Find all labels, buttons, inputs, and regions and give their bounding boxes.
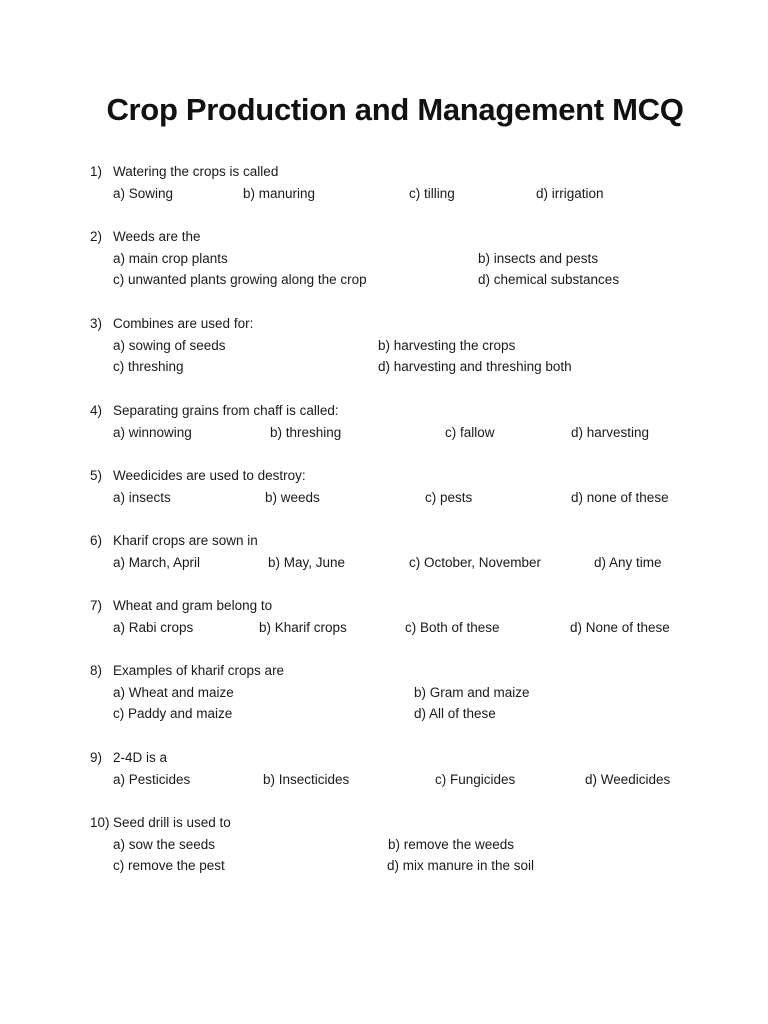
option-d: d) irrigation [536,185,604,201]
question-text: Seed drill is used to [113,815,231,830]
option-c: c) Both of these [405,619,500,635]
option-b: b) Kharif crops [259,619,347,635]
question-number: 10) [90,815,110,830]
question-number: 7) [90,598,103,613]
option-b: b) manuring [243,185,316,201]
question-text: Wheat and gram belong to [113,598,273,613]
question-text: 2-4D is a [113,750,168,765]
options-row [0,682,768,704]
option-c: c) October, November [409,554,542,570]
options-row [0,269,768,291]
question-4 [0,400,768,443]
option-b: b) weeds [265,489,320,505]
options-row [0,703,768,725]
question-2 [0,226,768,291]
question-line [0,400,768,422]
question-number: 5) [90,468,103,483]
option-b: b) remove the weeds [388,836,515,852]
options-row [0,855,768,877]
option-c: c) unwanted plants growing along the crop [113,272,367,288]
options-row [0,834,768,856]
question-text: Weedicides are used to destroy: [113,468,306,483]
option-a: a) main crop plants [113,250,228,266]
options-row [0,335,768,357]
options-row [0,769,768,791]
question-line [0,747,768,769]
options-row [0,552,768,574]
options-row [0,183,768,205]
option-a: a) Pesticides [113,771,191,787]
option-c: c) threshing [113,359,184,375]
page-title: Crop Production and Management MCQ [106,92,684,127]
question-line [0,660,768,682]
question-number: 6) [90,533,103,548]
option-c: c) tilling [409,185,455,201]
option-a: a) sow the seeds [113,836,216,852]
option-d: d) harvesting and threshing both [378,359,572,375]
question-text: Combines are used for: [113,316,254,331]
option-a: a) winnowing [113,424,192,440]
option-a: a) sowing of seeds [113,337,226,353]
question-1 [0,161,768,204]
question-number: 1) [90,164,103,179]
option-c: c) remove the pest [113,858,225,874]
question-text: Examples of kharif crops are [113,663,285,678]
question-number: 2) [90,229,103,244]
option-b: b) harvesting the crops [378,337,516,353]
option-b: b) insects and pests [478,250,599,266]
option-d: d) All of these [414,706,496,722]
options-row [0,356,768,378]
question-number: 4) [90,403,103,418]
option-b: b) threshing [270,424,342,440]
question-number: 8) [90,663,103,678]
question-10 [0,812,768,877]
question-line [0,465,768,487]
question-line [0,313,768,335]
question-text: Kharif crops are sown in [113,533,258,548]
option-a: a) Rabi crops [113,619,194,635]
option-b: b) May, June [268,554,346,570]
question-number: 9) [90,750,103,765]
options-row [0,422,768,444]
option-d: d) mix manure in the soil [387,858,535,874]
question-6 [0,530,768,573]
question-9 [0,747,768,790]
option-d: d) harvesting [571,424,650,440]
option-b: b) Gram and maize [414,684,530,700]
options-row [0,617,768,639]
question-line [0,161,768,183]
question-line [0,812,768,834]
question-line [0,595,768,617]
question-7 [0,595,768,638]
question-text: Watering the crops is called [113,164,279,179]
question-line [0,530,768,552]
question-8 [0,660,768,725]
option-a: a) March, April [113,554,201,570]
option-d: d) None of these [570,619,670,635]
option-c: c) pests [425,489,473,505]
question-line [0,226,768,248]
option-a: a) Wheat and maize [113,684,234,700]
option-d: d) chemical substances [478,272,620,288]
options-row [0,248,768,270]
option-d: d) Weedicides [585,771,671,787]
question-text: Weeds are the [113,229,201,244]
option-a: a) insects [113,489,171,505]
question-5 [0,465,768,508]
option-c: c) fallow [445,424,495,440]
option-b: b) Insecticides [263,771,350,787]
option-d: d) none of these [571,489,669,505]
option-d: d) Any time [594,554,662,570]
options-row [0,487,768,509]
option-a: a) Sowing [113,185,174,201]
option-c: c) Paddy and maize [113,706,233,722]
option-c: c) Fungicides [435,771,516,787]
question-number: 3) [90,316,103,331]
question-3 [0,313,768,378]
question-text: Separating grains from chaff is called: [113,403,339,418]
